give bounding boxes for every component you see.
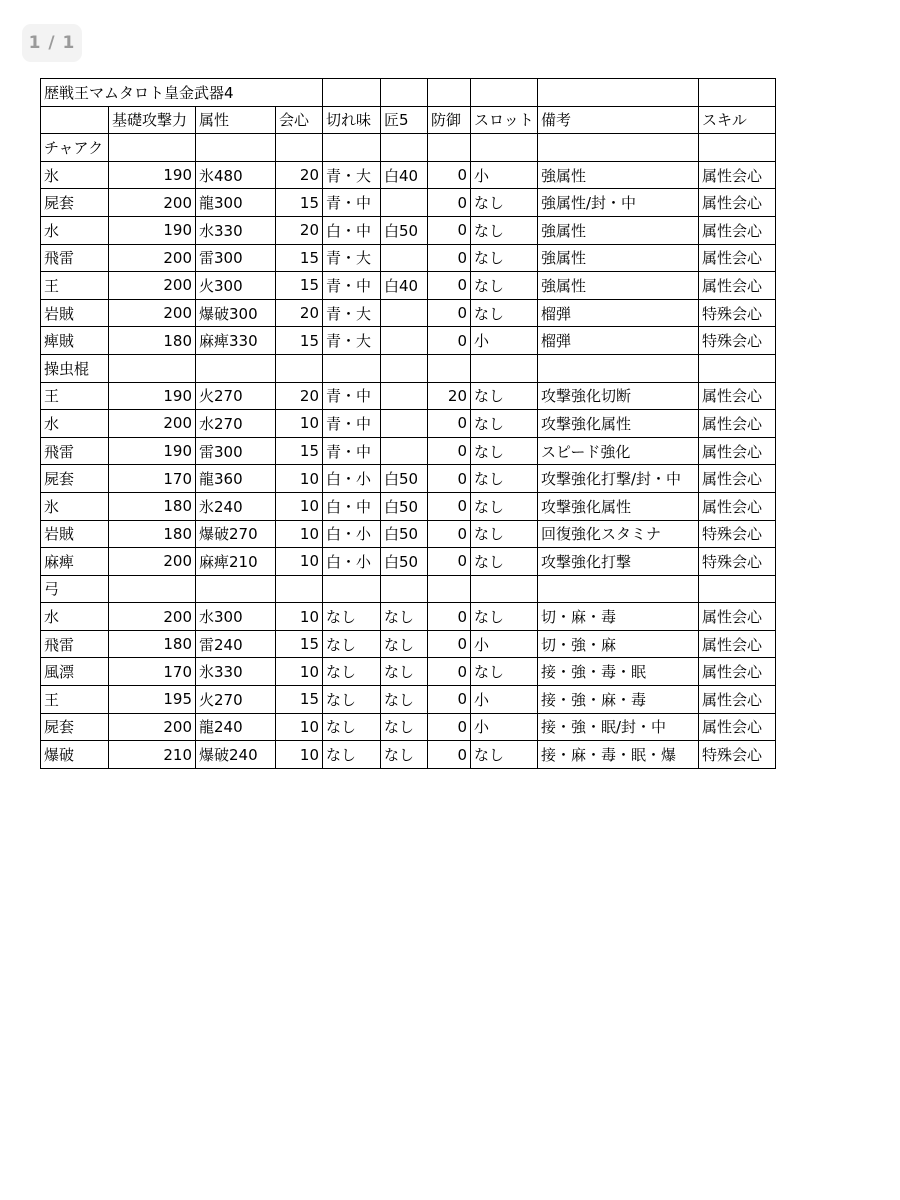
table-cell: 20 (276, 382, 323, 410)
header-row (41, 106, 776, 134)
column-header (41, 106, 109, 134)
table-cell (381, 134, 428, 162)
weapon-name-cell: 王 (41, 686, 109, 714)
table-cell: 強属性 (538, 216, 699, 244)
table-row (41, 437, 776, 465)
table-cell: 属性会心 (699, 382, 776, 410)
table-cell: 属性会心 (699, 465, 776, 493)
table-cell (276, 575, 323, 603)
table-cell: 20 (276, 299, 323, 327)
table-cell: 10 (276, 492, 323, 520)
table-cell: 攻撃強化属性 (538, 410, 699, 438)
column-header: スキル (699, 106, 776, 134)
table-row (41, 382, 776, 410)
weapon-name-cell: 王 (41, 272, 109, 300)
table-cell: 小 (471, 630, 538, 658)
table-cell (428, 575, 471, 603)
table-cell: 0 (428, 630, 471, 658)
section-label: チャアク (41, 134, 109, 162)
weapon-name-cell: 氷 (41, 161, 109, 189)
table-cell: なし (471, 189, 538, 217)
table-cell: 切・麻・毒 (538, 603, 699, 631)
table-cell: 火270 (196, 686, 276, 714)
table-cell: 200 (109, 189, 196, 217)
table-cell (538, 134, 699, 162)
table-cell: 爆破300 (196, 299, 276, 327)
table-cell: なし (381, 713, 428, 741)
table-cell: 180 (109, 327, 196, 355)
table-cell: 210 (109, 741, 196, 769)
table-cell (381, 410, 428, 438)
table-cell: 190 (109, 161, 196, 189)
table-cell: なし (323, 658, 381, 686)
table-cell: 20 (428, 382, 471, 410)
table-cell: 190 (109, 216, 196, 244)
table-cell: 白・小 (323, 465, 381, 493)
table-cell: 白50 (381, 492, 428, 520)
table-row (41, 189, 776, 217)
table-cell: 180 (109, 492, 196, 520)
table-cell (699, 575, 776, 603)
table-cell: 榴弾 (538, 299, 699, 327)
title-row (41, 79, 776, 107)
section-label: 弓 (41, 575, 109, 603)
table-cell: 白50 (381, 520, 428, 548)
table-cell: 青・中 (323, 410, 381, 438)
table-cell: 白・中 (323, 216, 381, 244)
table-cell: 攻撃強化切断 (538, 382, 699, 410)
section-row (41, 134, 776, 162)
table-cell: 強属性 (538, 272, 699, 300)
table-cell: 小 (471, 161, 538, 189)
table-cell: なし (323, 686, 381, 714)
table-cell: なし (471, 741, 538, 769)
table-cell (109, 134, 196, 162)
table-cell: 水330 (196, 216, 276, 244)
table-cell: なし (471, 216, 538, 244)
table-cell (381, 79, 428, 107)
table-cell: 特殊会心 (699, 548, 776, 576)
table-cell: 切・強・麻 (538, 630, 699, 658)
table-cell: 20 (276, 216, 323, 244)
table-cell: 0 (428, 244, 471, 272)
table-cell: なし (471, 520, 538, 548)
table-cell: 195 (109, 686, 196, 714)
table-cell: なし (471, 548, 538, 576)
weapon-name-cell: 岩賊 (41, 520, 109, 548)
table-row (41, 630, 776, 658)
table-cell (471, 575, 538, 603)
section-label: 操虫棍 (41, 354, 109, 382)
weapon-name-cell: 岩賊 (41, 299, 109, 327)
table-cell: 接・強・毒・眠 (538, 658, 699, 686)
table-cell: 特殊会心 (699, 299, 776, 327)
table-cell: 青・中 (323, 382, 381, 410)
table-cell (323, 575, 381, 603)
table-cell: 青・中 (323, 272, 381, 300)
table-cell: なし (471, 272, 538, 300)
table-cell: スピード強化 (538, 437, 699, 465)
table-cell (109, 354, 196, 382)
table-cell: 龍360 (196, 465, 276, 493)
column-header: 基礎攻撃力 (109, 106, 196, 134)
table-cell: 0 (428, 686, 471, 714)
table-cell: なし (323, 630, 381, 658)
table-cell (109, 575, 196, 603)
table-cell: 0 (428, 465, 471, 493)
table-cell: なし (471, 299, 538, 327)
table-cell: 属性会心 (699, 492, 776, 520)
table-cell: 0 (428, 741, 471, 769)
table-row (41, 161, 776, 189)
table-cell: なし (323, 741, 381, 769)
table-cell: 青・中 (323, 189, 381, 217)
weapon-name-cell: 水 (41, 410, 109, 438)
table-cell: 15 (276, 437, 323, 465)
table-cell: 属性会心 (699, 603, 776, 631)
table-cell: 小 (471, 713, 538, 741)
table-cell: 青・中 (323, 437, 381, 465)
table-cell: 200 (109, 548, 196, 576)
table-cell: 強属性/封・中 (538, 189, 699, 217)
table-cell: なし (471, 437, 538, 465)
weapon-name-cell: 王 (41, 382, 109, 410)
table-cell: 白40 (381, 272, 428, 300)
table-cell (471, 79, 538, 107)
table-cell: 小 (471, 327, 538, 355)
table-cell (699, 79, 776, 107)
table-cell: 龍240 (196, 713, 276, 741)
table-cell (196, 134, 276, 162)
weapon-name-cell: 麻痺 (41, 548, 109, 576)
table-cell: なし (381, 741, 428, 769)
table-row (41, 713, 776, 741)
table-cell: なし (381, 630, 428, 658)
table-row (41, 492, 776, 520)
table-cell: 15 (276, 630, 323, 658)
table-cell: 0 (428, 216, 471, 244)
table-cell (699, 134, 776, 162)
section-row (41, 575, 776, 603)
table-cell: 特殊会心 (699, 520, 776, 548)
table-cell: 10 (276, 520, 323, 548)
table-cell: 爆破240 (196, 741, 276, 769)
table-cell: 0 (428, 437, 471, 465)
table-cell: 属性会心 (699, 161, 776, 189)
table-cell: 氷480 (196, 161, 276, 189)
table-row (41, 658, 776, 686)
section-row (41, 354, 776, 382)
table-cell: 白40 (381, 161, 428, 189)
table-cell: 小 (471, 686, 538, 714)
weapon-name-cell: 屍套 (41, 189, 109, 217)
table-cell: 20 (276, 161, 323, 189)
column-header: 属性 (196, 106, 276, 134)
table-cell: なし (323, 603, 381, 631)
table-cell: なし (381, 603, 428, 631)
table-cell: 10 (276, 548, 323, 576)
table-cell: 強属性 (538, 161, 699, 189)
table-row (41, 603, 776, 631)
table-cell (428, 354, 471, 382)
table-cell: なし (471, 603, 538, 631)
table-cell: 属性会心 (699, 244, 776, 272)
table-cell: 爆破270 (196, 520, 276, 548)
table-cell: 10 (276, 741, 323, 769)
table-cell: 0 (428, 548, 471, 576)
table-cell: 180 (109, 520, 196, 548)
table-cell: 190 (109, 437, 196, 465)
table-cell: 属性会心 (699, 713, 776, 741)
table-cell: 0 (428, 272, 471, 300)
table-cell: 水300 (196, 603, 276, 631)
table-cell: 青・大 (323, 161, 381, 189)
weapon-name-cell: 屍套 (41, 713, 109, 741)
table-cell: 0 (428, 161, 471, 189)
table-row (41, 272, 776, 300)
table-cell (699, 354, 776, 382)
weapon-name-cell: 痺賊 (41, 327, 109, 355)
table-cell: 0 (428, 410, 471, 438)
table-cell: なし (471, 658, 538, 686)
table-cell: 10 (276, 658, 323, 686)
table-cell: なし (471, 492, 538, 520)
table-cell: 接・強・眠/封・中 (538, 713, 699, 741)
table-cell: 接・麻・毒・眠・爆 (538, 741, 699, 769)
table-cell: 0 (428, 713, 471, 741)
table-cell: なし (323, 713, 381, 741)
table-cell: なし (471, 465, 538, 493)
table-cell (381, 382, 428, 410)
table-cell: 氷330 (196, 658, 276, 686)
weapon-name-cell: 水 (41, 216, 109, 244)
table-cell: 火300 (196, 272, 276, 300)
table-cell: 200 (109, 272, 196, 300)
column-header: 会心 (276, 106, 323, 134)
table-cell (276, 354, 323, 382)
table-cell: 0 (428, 603, 471, 631)
table-cell: 属性会心 (699, 410, 776, 438)
table-cell: 榴弾 (538, 327, 699, 355)
table-cell: 特殊会心 (699, 327, 776, 355)
table-cell: 攻撃強化打撃/封・中 (538, 465, 699, 493)
table-cell: 攻撃強化属性 (538, 492, 699, 520)
table-row (41, 465, 776, 493)
table-row (41, 244, 776, 272)
table-cell (323, 134, 381, 162)
table-cell (538, 79, 699, 107)
table-cell: 青・大 (323, 327, 381, 355)
table-cell: 攻撃強化打撃 (538, 548, 699, 576)
table-cell: なし (381, 686, 428, 714)
table-cell (381, 244, 428, 272)
table-cell (381, 437, 428, 465)
table-cell: 属性会心 (699, 630, 776, 658)
table-cell: 200 (109, 299, 196, 327)
table-cell: 青・大 (323, 244, 381, 272)
table-cell: 180 (109, 630, 196, 658)
table-cell: 青・大 (323, 299, 381, 327)
table-cell: 特殊会心 (699, 741, 776, 769)
table-cell: 15 (276, 244, 323, 272)
table-cell: 氷240 (196, 492, 276, 520)
table-cell (323, 79, 381, 107)
table-cell: 15 (276, 272, 323, 300)
table-cell: 15 (276, 686, 323, 714)
weapon-name-cell: 飛雷 (41, 437, 109, 465)
table-cell: なし (471, 244, 538, 272)
table-cell: 0 (428, 299, 471, 327)
table-cell: なし (381, 658, 428, 686)
column-header: 防御 (428, 106, 471, 134)
table-cell: 白50 (381, 465, 428, 493)
table-cell (471, 354, 538, 382)
table-cell (471, 134, 538, 162)
table-cell: 0 (428, 520, 471, 548)
weapon-name-cell: 風漂 (41, 658, 109, 686)
table-cell: 雷300 (196, 437, 276, 465)
table-cell (381, 299, 428, 327)
table-cell (428, 79, 471, 107)
table-cell (381, 575, 428, 603)
table-cell (428, 134, 471, 162)
weapon-name-cell: 飛雷 (41, 244, 109, 272)
table-cell (381, 354, 428, 382)
table-cell: 属性会心 (699, 272, 776, 300)
column-header: スロット (471, 106, 538, 134)
weapon-name-cell: 水 (41, 603, 109, 631)
weapon-name-cell: 飛雷 (41, 630, 109, 658)
table-cell (381, 189, 428, 217)
table-row (41, 741, 776, 769)
table-cell: 200 (109, 244, 196, 272)
table-row (41, 686, 776, 714)
table-row (41, 410, 776, 438)
table-cell: 雷300 (196, 244, 276, 272)
table-row (41, 548, 776, 576)
table-cell: なし (471, 382, 538, 410)
table-cell: 水270 (196, 410, 276, 438)
table-row (41, 520, 776, 548)
table-cell: なし (471, 410, 538, 438)
weapon-table (40, 78, 776, 769)
table-cell: 雷240 (196, 630, 276, 658)
table-cell: 麻痺330 (196, 327, 276, 355)
table-cell: 0 (428, 327, 471, 355)
table-cell: 0 (428, 189, 471, 217)
table-row (41, 216, 776, 244)
table-cell: 白・小 (323, 548, 381, 576)
table-cell: 麻痺210 (196, 548, 276, 576)
table-cell: 属性会心 (699, 658, 776, 686)
weapon-name-cell: 屍套 (41, 465, 109, 493)
table-cell: 属性会心 (699, 686, 776, 714)
page-indicator: 1 / 1 (22, 24, 82, 62)
table-cell: 白・中 (323, 492, 381, 520)
table-cell: 15 (276, 327, 323, 355)
column-header: 備考 (538, 106, 699, 134)
table-cell: 白・小 (323, 520, 381, 548)
table-cell: 200 (109, 713, 196, 741)
table-cell (196, 354, 276, 382)
table-cell (381, 327, 428, 355)
column-header: 切れ味 (323, 106, 381, 134)
table-cell: 170 (109, 465, 196, 493)
table-cell: 属性会心 (699, 437, 776, 465)
column-header: 匠5 (381, 106, 428, 134)
weapon-name-cell: 爆破 (41, 741, 109, 769)
table-cell: 回復強化スタミナ (538, 520, 699, 548)
table-cell: 200 (109, 603, 196, 631)
table-cell: 10 (276, 603, 323, 631)
table-cell: 10 (276, 465, 323, 493)
table-cell: 200 (109, 410, 196, 438)
table-cell: 15 (276, 189, 323, 217)
table-cell (538, 575, 699, 603)
weapon-name-cell: 氷 (41, 492, 109, 520)
table-title: 歴戦王マムタロト皇金武器4 (41, 79, 323, 107)
table-cell: 0 (428, 492, 471, 520)
table-cell: 接・強・麻・毒 (538, 686, 699, 714)
table-cell: 属性会心 (699, 216, 776, 244)
table-cell: 10 (276, 713, 323, 741)
table-row (41, 327, 776, 355)
table-cell: 龍300 (196, 189, 276, 217)
table-cell: 白50 (381, 216, 428, 244)
table-cell: 190 (109, 382, 196, 410)
table-row (41, 299, 776, 327)
table-cell: 170 (109, 658, 196, 686)
table-cell (196, 575, 276, 603)
table-cell (276, 134, 323, 162)
table-cell: 0 (428, 658, 471, 686)
table-cell: 白50 (381, 548, 428, 576)
table-cell (323, 354, 381, 382)
table-cell: 強属性 (538, 244, 699, 272)
table-cell: 10 (276, 410, 323, 438)
table-cell: 属性会心 (699, 189, 776, 217)
table-cell: 火270 (196, 382, 276, 410)
table-cell (538, 354, 699, 382)
